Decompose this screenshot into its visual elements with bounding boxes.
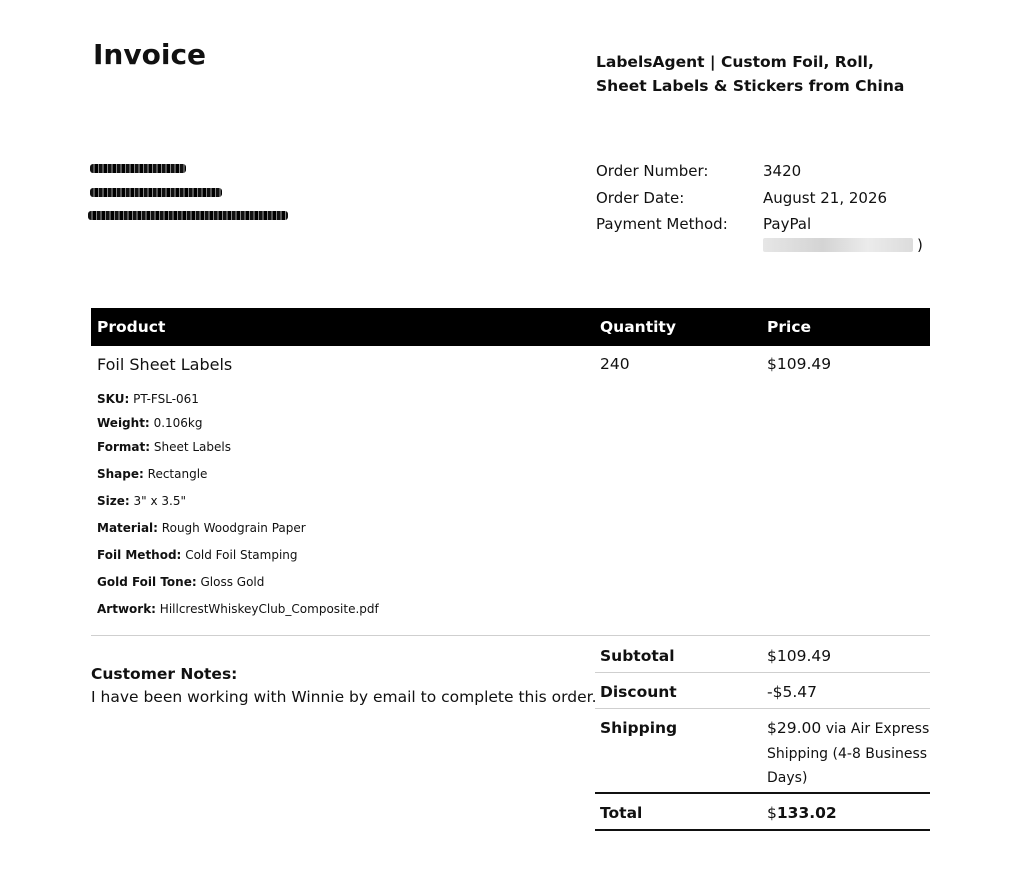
meta-key: Shape: (97, 467, 144, 481)
totals-divider (595, 708, 930, 709)
meta-key: Foil Method: (97, 548, 182, 562)
order-date-row (596, 185, 887, 212)
meta-size (97, 494, 186, 508)
item-quantity: 240 (600, 355, 630, 373)
meta-key: Gold Foil Tone: (97, 575, 197, 589)
shipping-label: Shipping (600, 719, 678, 737)
shipping-method: via Air Express Shipping (4-8 Business Days) (767, 721, 930, 786)
meta-material (97, 521, 306, 535)
shipping-value (767, 717, 932, 791)
meta-format (97, 440, 231, 454)
item-price: $109.49 (767, 355, 832, 373)
meta-value: HillcrestWhiskeyClub_Composite.pdf (159, 602, 379, 616)
meta-weight (97, 416, 202, 430)
meta-key: Material: (97, 521, 158, 535)
customer-notes-text: I have been working with Winnie by email to complete this order. (91, 688, 597, 706)
total-currency: $ (767, 804, 777, 822)
meta-value: PT-FSL-061 (133, 392, 199, 406)
meta-key: SKU: (97, 392, 130, 406)
customer-notes-title: Customer Notes: (91, 665, 238, 683)
meta-shape (97, 467, 207, 481)
payment-email-suffix: ) (917, 236, 923, 254)
items-divider (91, 635, 930, 636)
header-quantity: Quantity (600, 318, 676, 336)
meta-value: 3" x 3.5" (133, 494, 187, 508)
invoice-title: Invoice (93, 38, 207, 71)
items-table-header (91, 308, 930, 346)
meta-value: Gloss Gold (200, 575, 265, 589)
meta-foil-method (97, 548, 298, 562)
redacted-line (90, 188, 222, 197)
order-number-value: 3420 (763, 162, 802, 180)
payment-method-value: PayPal (763, 215, 812, 233)
meta-key: Weight: (97, 416, 150, 430)
total-divider-bottom (595, 829, 930, 831)
order-number-row (596, 158, 887, 185)
meta-artwork (97, 602, 379, 616)
item-name: Foil Sheet Labels (97, 355, 233, 374)
meta-value: Sheet Labels (153, 440, 231, 454)
totals-divider (595, 672, 930, 673)
discount-value: -$5.47 (767, 683, 817, 701)
payment-email-redacted (763, 238, 913, 252)
total-divider-top (595, 792, 930, 794)
meta-value: Cold Foil Stamping (185, 548, 298, 562)
subtotal-label: Subtotal (600, 647, 675, 665)
redacted-line (88, 211, 288, 220)
meta-sku (97, 392, 199, 406)
payment-method-label: Payment Method: (596, 215, 728, 233)
shipping-amount: $29.00 (767, 719, 822, 737)
payment-method-row (596, 211, 887, 238)
total-label: Total (600, 804, 643, 822)
meta-value: 0.106kg (153, 416, 203, 430)
meta-key: Size: (97, 494, 130, 508)
total-amount: 133.02 (776, 804, 837, 822)
meta-key: Format: (97, 440, 151, 454)
order-date-label: Order Date: (596, 188, 685, 207)
header-price: Price (767, 318, 812, 336)
subtotal-value: $109.49 (767, 647, 832, 665)
order-details (596, 158, 923, 254)
order-number-label: Order Number: (596, 162, 709, 180)
billing-address-redacted (88, 160, 298, 220)
meta-value: Rough Woodgrain Paper (161, 521, 306, 535)
meta-foil-tone (97, 575, 264, 589)
total-value (767, 804, 837, 822)
meta-key: Artwork: (97, 602, 156, 616)
order-date-value: August 21, 2026 (763, 188, 888, 207)
meta-value: Rectangle (147, 467, 208, 481)
redacted-line (90, 164, 186, 173)
shop-name: LabelsAgent | Custom Foil, Roll, Sheet Labels & Stickers from China (596, 53, 905, 95)
discount-label: Discount (600, 683, 677, 701)
header-product: Product (97, 318, 166, 336)
